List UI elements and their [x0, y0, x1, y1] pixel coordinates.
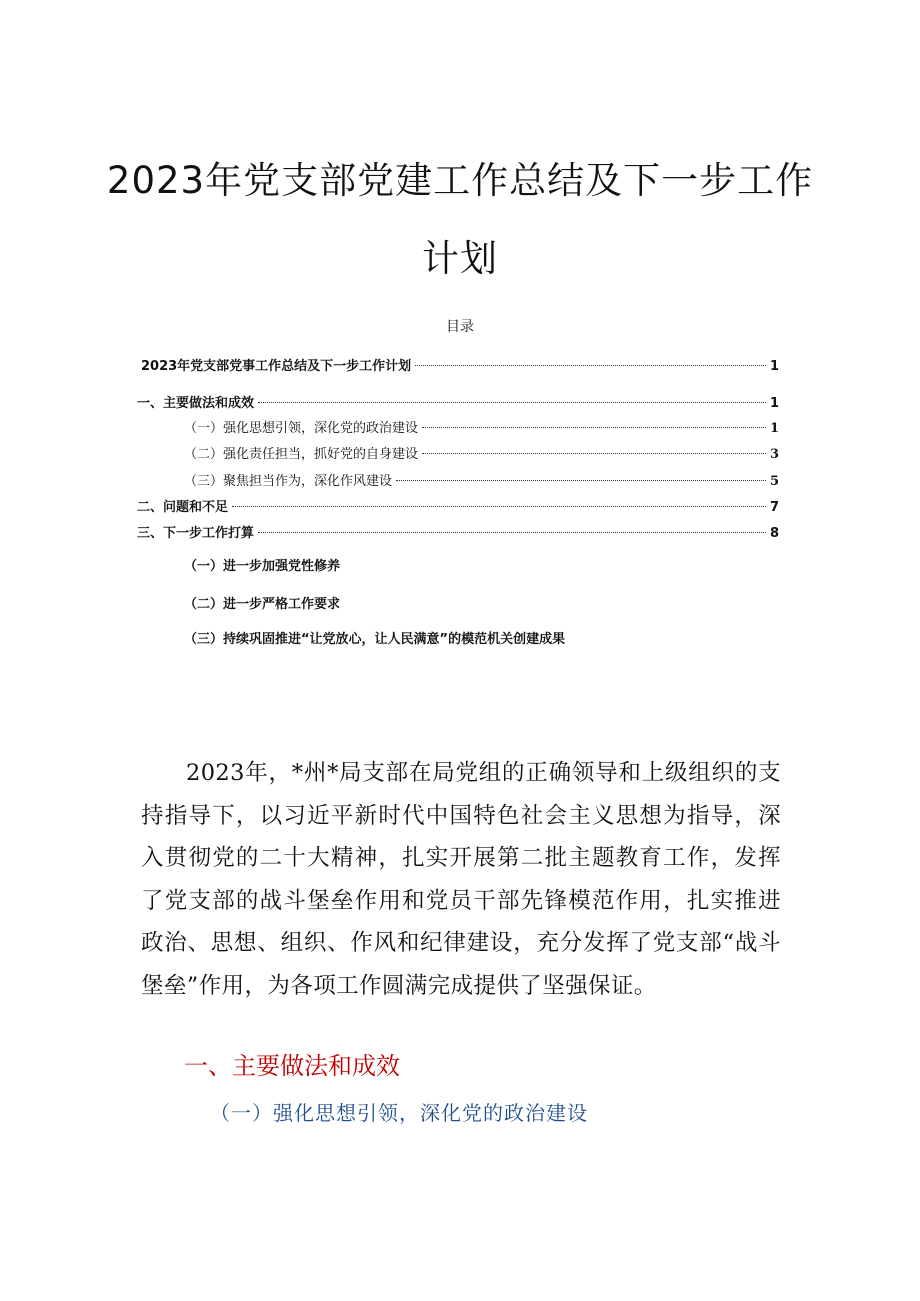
toc-entry[interactable]: [184, 417, 779, 436]
toc-leader: [415, 365, 766, 366]
toc-entry[interactable]: [141, 355, 779, 374]
toc-sub-item[interactable]: （二）进一步严格工作要求: [184, 597, 341, 612]
toc-entry-label: （二）强化责任担当，抓好党的自身建设: [184, 447, 419, 462]
toc-heading: 目录: [446, 319, 474, 335]
toc-leader: [422, 427, 766, 428]
toc-leader: [422, 453, 766, 454]
toc-entry-label: 三、下一步工作打算: [137, 526, 255, 541]
toc-entry[interactable]: [137, 392, 779, 411]
toc-entry[interactable]: [184, 470, 779, 489]
toc-leader: [396, 480, 766, 481]
toc-entry-label: 2023年党支部党事工作总结及下一步工作计划: [141, 359, 412, 374]
toc-entry-page: 7: [769, 500, 779, 515]
toc-sub-item[interactable]: （一）进一步加强党性修养: [184, 559, 341, 574]
subsection-heading-political-building: （一）强化思想引领，深化党的政治建设: [210, 1101, 588, 1125]
toc-entry-label: （一）强化思想引领，深化党的政治建设: [184, 421, 419, 436]
toc-entry-page: 1: [769, 396, 779, 411]
toc-leader: [232, 506, 766, 507]
toc-leader: [258, 532, 766, 533]
toc-entry-page: 5: [769, 474, 779, 489]
document-title-line-2: 计划: [422, 237, 498, 280]
toc-entry-page: 3: [769, 447, 779, 462]
toc-leader: [258, 402, 766, 403]
toc-entry[interactable]: [184, 443, 779, 462]
toc-entry-label: 二、问题和不足: [137, 500, 229, 515]
toc-entry-page: 1: [769, 359, 779, 374]
toc-entry-page: 8: [769, 526, 779, 541]
toc-entry-label: （三）聚焦担当作为，深化作风建设: [184, 474, 393, 489]
toc-entry-page: 1: [769, 421, 779, 436]
toc-entry[interactable]: [137, 522, 779, 541]
toc-entry-label: 一、主要做法和成效: [137, 396, 255, 411]
document-title-line-1: 2023年党支部党建工作总结及下一步工作: [106, 159, 814, 202]
intro-paragraph: 2023年，*州*局支部在局党组的正确领导和上级组织的支持指导下，以习近平新时代中国特色社会主义思想为指导，深入贯彻党的二十大精神，扎实开展第二批主题教育工作，发挥了党支部的战斗堡垒作用和党员干部先锋模范作用，扎实推进政治、思想、组织、作风和纪律建设，充分发挥了党支部“战斗堡垒”作用，为各项工作圆满完成提供了坚强保证。: [141, 760, 781, 999]
toc-entry[interactable]: [137, 496, 779, 515]
section-heading-main-practices: 一、主要做法和成效: [184, 1052, 400, 1080]
toc-sub-item[interactable]: （三）持续巩固推进“让党放心，让人民满意”的模范机关创建成果: [184, 632, 566, 647]
